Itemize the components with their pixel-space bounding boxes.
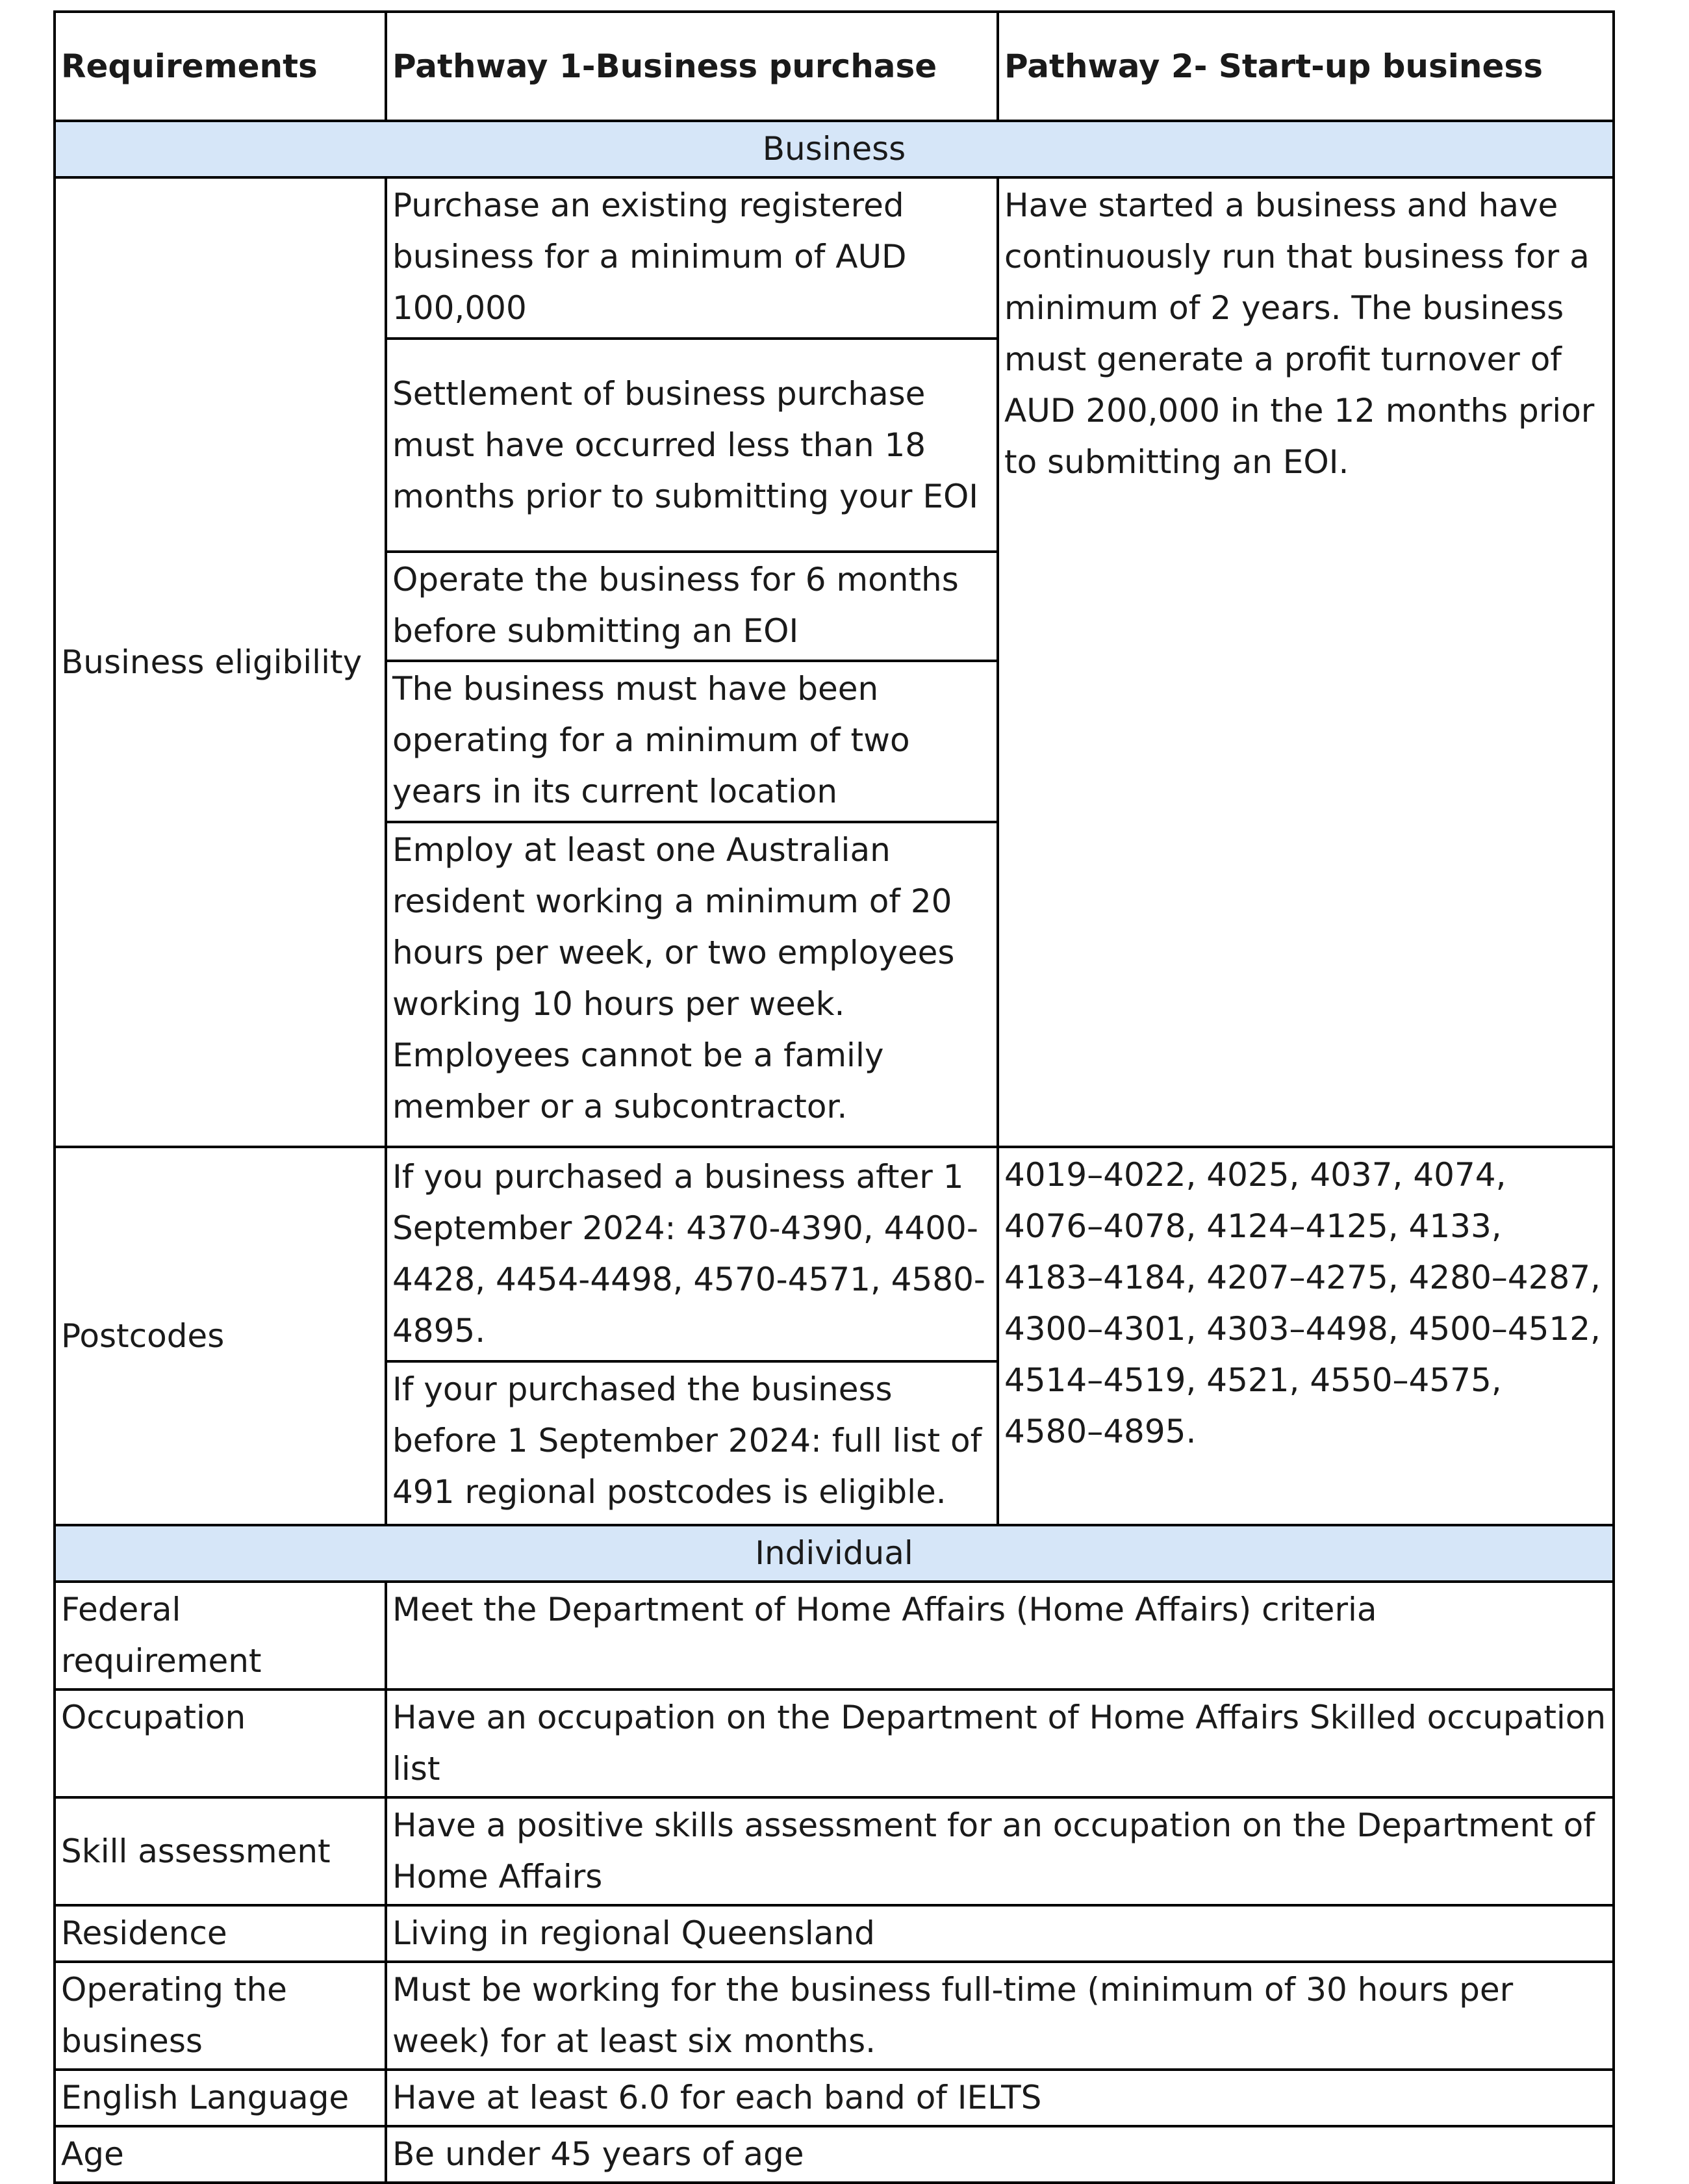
- pathway1-eligibility-item: Purchase an existing registered business for a minimum of AUD 100,000: [386, 177, 998, 339]
- header-requirements: Requirements: [55, 12, 386, 121]
- requirements-table: [53, 10, 1615, 2184]
- individual-row: [55, 2126, 1614, 2183]
- pathway1-eligibility-item: Employ at least one Australian resident working a minimum of 20 hours per week, or two employees working 10 hours per week. Employees cannot be a family member or a subcontractor.: [386, 822, 998, 1147]
- individual-label: Operating the business: [55, 1962, 386, 2070]
- individual-value: Have a positive skills assessment for an occupation on the Department of Home Affairs: [386, 1797, 1614, 1905]
- individual-row: [55, 1797, 1614, 1905]
- business-eligibility-row: [55, 177, 1614, 339]
- individual-label: Federal requirement: [55, 1582, 386, 1689]
- individual-value: Have at least 6.0 for each band of IELTS: [386, 2070, 1614, 2126]
- individual-row: [55, 1962, 1614, 2070]
- individual-value: Living in regional Queensland: [386, 1905, 1614, 1962]
- pathway1-eligibility-item: The business must have been operating for a minimum of two years in its current location: [386, 661, 998, 822]
- individual-row: [55, 1905, 1614, 1962]
- section-row-individual: [55, 1525, 1614, 1582]
- individual-row: [55, 1689, 1614, 1797]
- section-individual: Individual: [55, 1525, 1614, 1582]
- header-row: [55, 12, 1614, 121]
- individual-value: Must be working for the business full-time (minimum of 30 hours per week) for at least six months.: [386, 1962, 1614, 2070]
- section-row-business: [55, 121, 1614, 177]
- postcodes-label: Postcodes: [55, 1147, 386, 1525]
- individual-value: Be under 45 years of age: [386, 2126, 1614, 2183]
- postcodes-row: [55, 1147, 1614, 1361]
- individual-label: English Language: [55, 2070, 386, 2126]
- individual-value: Have an occupation on the Department of Home Affairs Skilled occupation list: [386, 1689, 1614, 1797]
- pathway1-postcodes-item: If your purchased the business before 1 September 2024: full list of 491 regional postcodes is eligible.: [386, 1361, 998, 1525]
- individual-row: [55, 1582, 1614, 1689]
- individual-label: Age: [55, 2126, 386, 2183]
- individual-row: [55, 2070, 1614, 2126]
- pathway2-postcodes: 4019–4022, 4025, 4037, 4074, 4076–4078, 4124–4125, 4133, 4183–4184, 4207–4275, 4280–4287, 4300–4301, 4303–4498, 4500–4512, 4514–4519, 4521, 4550–4575, 4580–4895.: [998, 1147, 1614, 1525]
- pathway1-eligibility-item: Settlement of business purchase must have occurred less than 18 months prior to submitting your EOI: [386, 339, 998, 552]
- individual-value: Meet the Department of Home Affairs (Home Affairs) criteria: [386, 1582, 1614, 1689]
- header-pathway-1: Pathway 1-Business purchase: [386, 12, 998, 121]
- individual-label: Skill assessment: [55, 1797, 386, 1905]
- pathway2-eligibility: Have started a business and have continuously run that business for a minimum of 2 years. The business must generate a profit turnover of AUD 200,000 in the 12 months prior to submitting an EOI.: [998, 177, 1614, 1147]
- section-business: Business: [55, 121, 1614, 177]
- business-eligibility-label: Business eligibility: [55, 177, 386, 1147]
- individual-label: Occupation: [55, 1689, 386, 1797]
- pathway1-postcodes-item: If you purchased a business after 1 September 2024: 4370-4390, 4400-4428, 4454-4498, 4570-4571, 4580-4895.: [386, 1147, 998, 1361]
- individual-label: Residence: [55, 1905, 386, 1962]
- pathway1-eligibility-item: Operate the business for 6 months before submitting an EOI: [386, 552, 998, 661]
- header-pathway-2: Pathway 2- Start-up business: [998, 12, 1614, 121]
